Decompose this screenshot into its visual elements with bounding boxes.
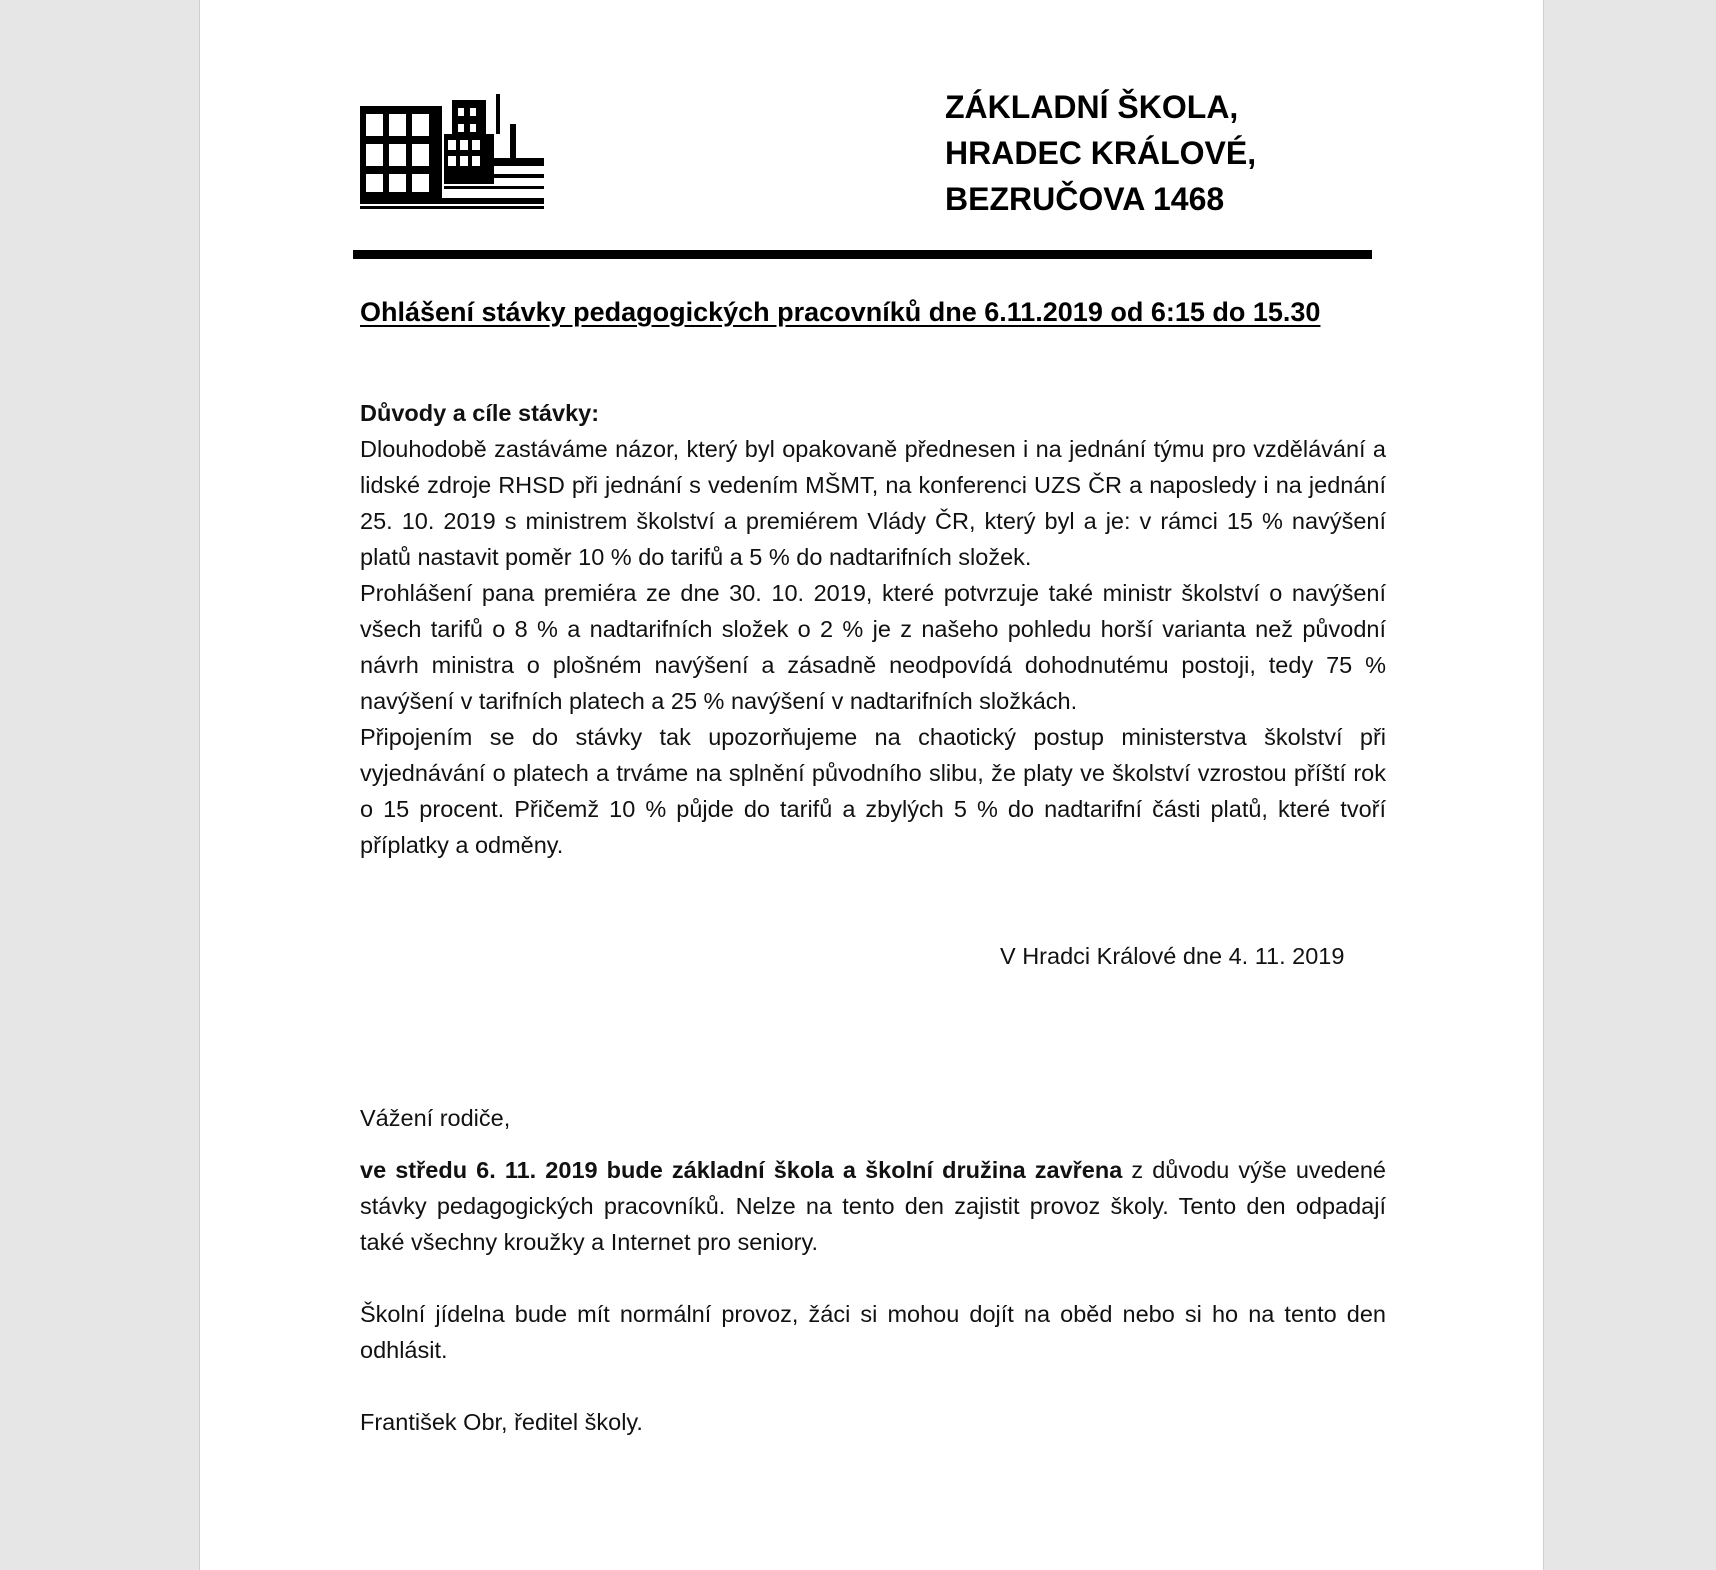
closure-notice-bold: ve středu 6. 11. 2019 bude základní škola a školní družina zavřena [360, 1157, 1123, 1183]
school-name-line-2: HRADEC KRÁLOVÉ, [945, 135, 1257, 171]
school-name [945, 84, 1256, 222]
reasons-heading: Důvody a cíle stávky: [360, 400, 600, 426]
reasons-paragraph-1: Dlouhodobě zastáváme názor, který byl opakovaně přednesen i na jednání týmu pro vzdělávání a lidské zdroje RHSD při jednání s vedením MŠMT, na konferenci UZS ČR a naposledy i na jednání 25. 10. 2019 s ministrem školství a premiérem Vlády ČR, který byl a je: v rámci 15 % navýšení platů nastavit poměr 10 % do tarifů a 5 % do nadtarifních složek. [360, 436, 1386, 570]
document-page [199, 0, 1544, 1570]
closure-notice-rest: z důvodu výše uvedené stávky pedagogických pracovníků. Nelze na tento den zajistit provoz školy. Tento den odpadají také všechny kroužky a Internet pro seniory. [360, 1157, 1386, 1255]
canteen-notice: Školní jídelna bude mít normální provoz, žáci si mohou dojít na oběd nebo si ho na tento den odhlásit. [360, 1301, 1386, 1363]
reasons-paragraph-2: Prohlášení pana premiéra ze dne 30. 10. 2019, které potvrzuje také ministr školství o navýšení všech tarifů o 8 % a nadtarifních složek o 2 % je z našeho pohledu horší varianta než původní návrh ministra o plošném navýšení a zásadně neodpovídá dohodnutému postoji, tedy 75 % navýšení v tarifních platech a 25 % navýšení v nadtarifních složkách. [360, 580, 1386, 714]
parents-greeting: Vážení rodiče, [360, 1105, 511, 1131]
closure-notice [360, 1152, 1386, 1260]
reasons-paragraph-3: Připojením se do stávky tak upozorňujeme na chaotický postup ministerstva školství při vyjednávání o platech a trváme na splnění původního slibu, že platy ve školství vzrostou příští rok o 15 procent. Přičemž 10 % půjde do tarifů a zbylých 5 % do nadtarifní části platů, které tvoří příplatky a odměny. [360, 724, 1386, 858]
place-and-date: V Hradci Králové dne 4. 11. 2019 [1000, 943, 1345, 969]
reasons-section [360, 395, 1386, 863]
school-name-line-1: ZÁKLADNÍ ŠKOLA, [945, 89, 1239, 125]
signature: František Obr, ředitel školy. [360, 1409, 643, 1435]
school-name-line-3: BEZRUČOVA 1468 [945, 181, 1225, 217]
school-building-logo [360, 94, 544, 212]
document-title: Ohlášení stávky pedagogických pracovníků dne 6.11.2019 od 6:15 do 15.30 [360, 297, 1321, 327]
letterhead-divider [353, 250, 1372, 259]
